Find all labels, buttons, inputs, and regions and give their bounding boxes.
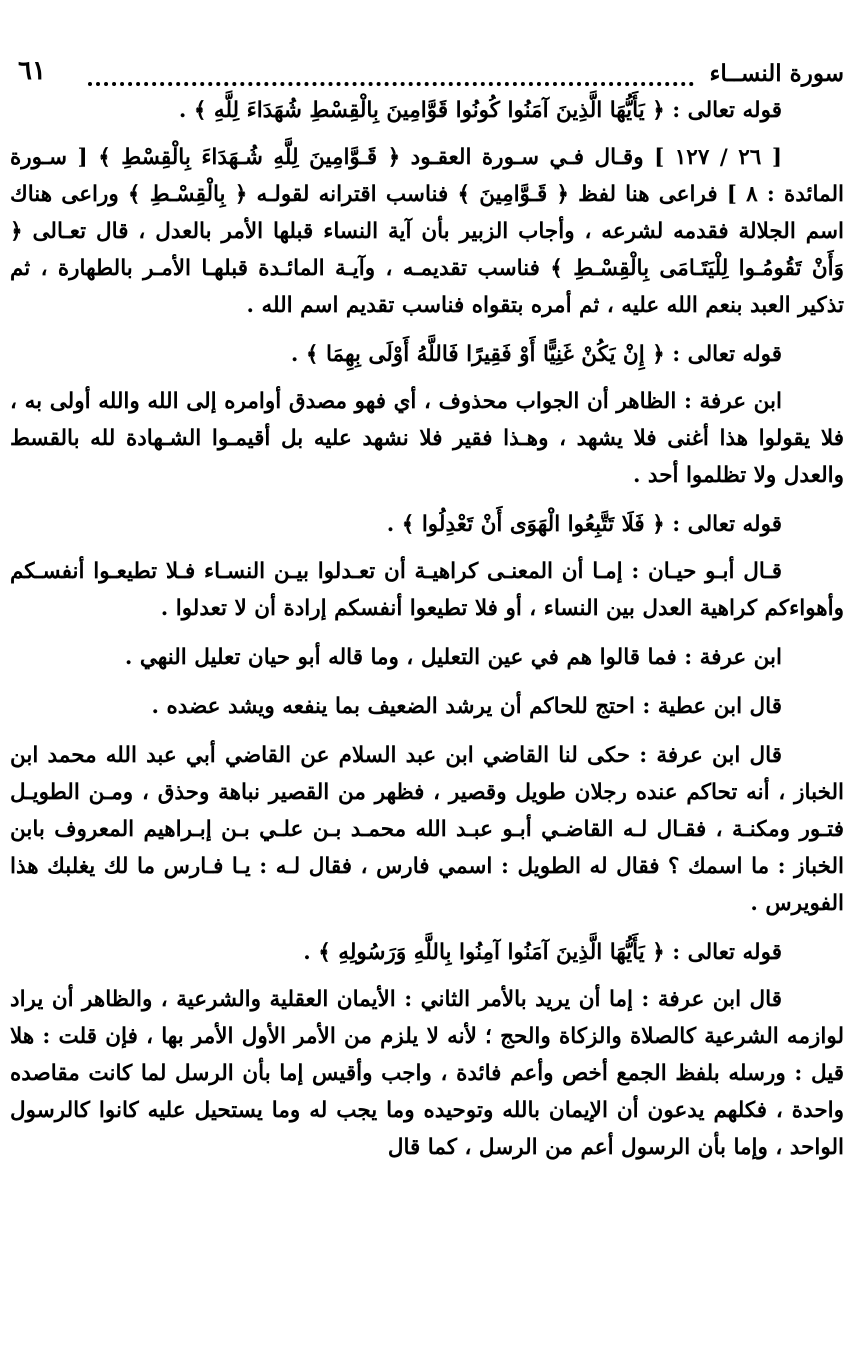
verse-line: قوله تعالى : ﴿ إِنْ يَكُنْ غَنِيًّا أَوْ فَقِيرًا فَاللَّهُ أَوْلَى بِهِمَا ﴾ . bbox=[290, 342, 782, 367]
commentary-paragraph: قال ابن عرفة : إما أن يريد بالأمر الثاني : الأيمان العقلية والشرعية ، والظاهر أن يراد لوازمه الشرعية كالصلاة والزكاة والحج ؛ لأنه لا يلزم من الأمر الأول الأمر بها ، فإن قلت : هلا قيل : ورسله بلفظ الجمع أخص وأعم فائدة ، واجب وأقيس إما بأن الرسل لما كانت مقاصده واحدة ، فكلهم يدعون أن الإيمان بالله وتوحيده وما يجب له وما يستحيل عليه كانوا كالرسول الواحد ، وإما بأن الرسول أعم من الرسل ، كما قال bbox=[10, 987, 844, 1160]
commentary-paragraph: قال ابن عرفة : حكى لنا القاضي ابن عبد السلام عن القاضي أبي عبد الله محمد ابن الخباز ، أنه تحاكم عنده رجلان طويل وقصير ، فظهر من القصير نباهة وحذق ، ومـن الطويـل فتـور ومكنـة ، فقـال لـه القاضـي أبـو عبـد الله محمـد بـن علـي بـن إبـراهيم المعروف بابن الخباز : ما اسمك ؟ فقال له الطويل : اسمي فارس ، فقال لـه : يـا فـارس ما لك يغلبك هذا الفويرس . bbox=[10, 743, 844, 916]
header-dotted-leader bbox=[88, 82, 694, 86]
book-page bbox=[10, 52, 844, 1372]
verse-line: قوله تعالى : ﴿ يَأَيُّهَا الَّذِينَ آمَنُوا كُونُوا قَوَّامِينَ بِالْقِسْطِ شُهَدَاءَ لِلَّهِ ﴾ . bbox=[178, 98, 782, 123]
running-header bbox=[10, 52, 844, 92]
commentary-paragraph: قال ابن عطية : احتج للحاكم أن يرشد الضعيف بما ينفعه ويشد عضده . bbox=[151, 694, 782, 719]
commentary-paragraph: ابن عرفة : فما قالوا هم في عين التعليل ، وما قاله أبو حيان تعليل النهي . bbox=[124, 645, 782, 670]
commentary-paragraph: ابن عرفة : الظاهر أن الجواب محذوف ، أي فهو مصدق أوامره إلى الله والله أولى به ، فلا يقولوا هذا أغنى فلا يشهد ، وهـذا فقير فلا نشهد عليه بل أقيمـوا الشـهادة لله بالقسط والعدل ولا تظلموا أحد . bbox=[10, 389, 844, 488]
verse-line: قوله تعالى : ﴿ يَأَيُّهَا الَّذِينَ آمَنُوا آمِنُوا بِاللَّهِ وَرَسُولِهِ ﴾ . bbox=[303, 940, 782, 965]
page-number: ٦١ bbox=[18, 56, 46, 86]
commentary-paragraph: [ ٢٦ / ١٢٧ ] وقـال فـي سـورة العقـود ﴿ قَـوَّامِينَ لِلَّهِ شُـهَدَاءَ بِالْقِسْطِ ﴾ [ سـورة المائدة : ٨ ] فراعى هنا لفظ ﴿ قَـوَّامِينَ ﴾ فناسب اقترانه لقولـه ﴿ بِالْقِسْـطِ ﴾ وراعى هناك اسم الجلالة فقدمه لشرعه ، وأجاب الزبير بأن آية النساء قبلها الأمر بالعدل ، قال تعـالى ﴿ وَأَنْ تَقُومُـوا لِلْيَتَـامَى بِالْقِسْـطِ ﴾ فناسب تقديمـه ، وآيـة المائـدة قبلهـا الأمـر بالطهارة ، ثم تذكير العبد بنعم الله عليه ، ثم أمره بتقواه فناسب تقديم اسم الله . bbox=[10, 145, 845, 318]
verse-line: قوله تعالى : ﴿ فَلَا تَتَّبِعُوا الْهَوَى أَنْ تَعْدِلُوا ﴾ . bbox=[386, 512, 782, 537]
commentary-paragraph: قـال أبـو حيـان : إمـا أن المعنـى كراهيـة أن تعـدلوا بيـن النسـاء فـلا تطيعـوا أنفسـكم وأهواءكم كراهية العدل بين النساء ، أو فلا تطيعوا أنفسكم إرادة أن لا تعدلوا . bbox=[10, 559, 844, 621]
surah-title: سورة النســاء bbox=[709, 60, 844, 87]
